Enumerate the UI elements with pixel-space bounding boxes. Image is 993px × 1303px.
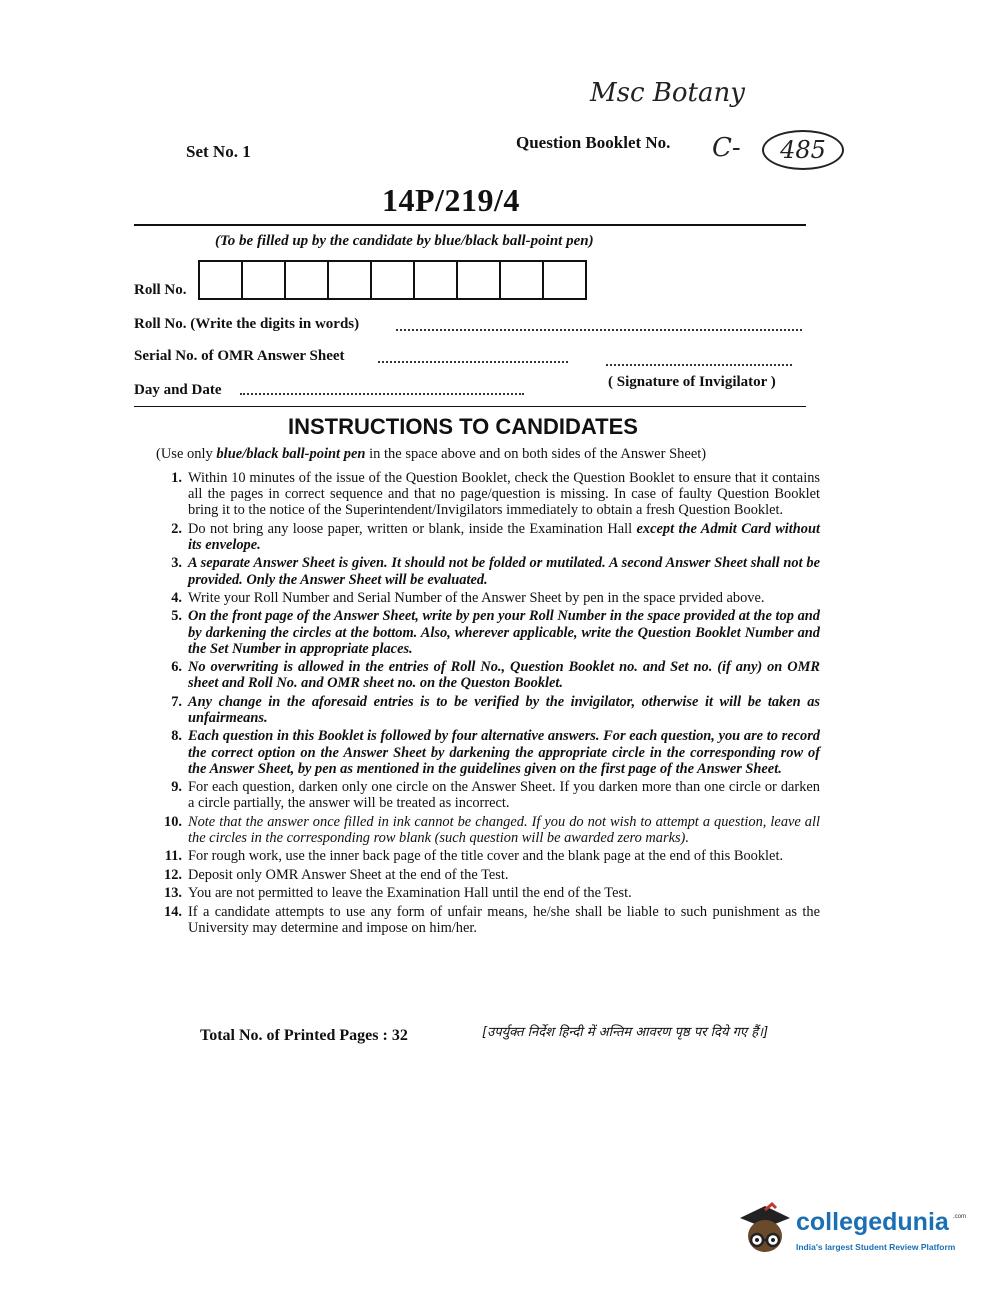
item-number: 3. — [171, 555, 182, 572]
item-number: 13. — [164, 885, 182, 902]
item-emphasis: No overwriting is allowed in the entries of Roll No., Question Booklet no. and Set no. (if any) on OMR sheet and Roll No. and OMR sheet no. on the Queston Booklet. — [188, 659, 820, 692]
roll-number-label: Roll No. — [134, 282, 187, 298]
item-number: 6. — [171, 659, 182, 676]
booklet-number-label: Question Booklet No. — [516, 133, 671, 152]
instructions-list — [160, 470, 820, 938]
list-item — [160, 521, 820, 553]
omr-serial-label: Serial No. of OMR Answer Sheet — [134, 348, 345, 364]
instructions-subtitle — [156, 446, 706, 463]
list-item — [160, 608, 820, 657]
roll-digit-box[interactable] — [413, 260, 458, 300]
item-number: 8. — [171, 728, 182, 745]
top-rule — [134, 224, 806, 226]
item-body: You are not permitted to leave the Examination Hall until the end of the Test. — [188, 885, 632, 902]
subtitle-em: blue/black ball-point pen — [216, 446, 366, 462]
item-body: For each question, darken only one circle on the Answer Sheet. If you darken more than one circle or darken a circle partially, the answer will be treated as incorrect. — [188, 779, 820, 812]
item-emphasis: On the front page of the Answer Sheet, write by pen your Roll Number in the space provided at the top and by darkening the circles at the bottom. Also, wherever applicable, write the Question Booklet Number and the Set Number in appropriate places. — [188, 608, 820, 657]
list-item — [160, 694, 820, 726]
list-item — [160, 590, 820, 606]
item-emphasis: Each question in this Booklet is followed by four alternative answers. For each question, you are to record the correct option on the Answer Sheet by darkening the appropriate circle in the corresponding row of the Answer Sheet, by pen as mentioned in the guidelines given on the first page of the Answer Sheet. — [188, 728, 820, 777]
roll-number-boxes[interactable] — [200, 260, 587, 300]
item-number: 7. — [171, 693, 182, 710]
subtitle-end: in the space above and on both sides of the Answer Sheet) — [365, 446, 707, 462]
list-item — [160, 779, 820, 811]
instructions-title: INSTRUCTIONS TO CANDIDATES — [288, 414, 638, 439]
roll-digit-box[interactable] — [499, 260, 544, 300]
item-emphasis: Note that the answer once filled in ink cannot be changed. If you do not wish to attempt a question, leave all the circles in the corresponding row blank (such question will be awarded zero marks). — [188, 813, 820, 846]
list-item — [160, 659, 820, 691]
total-pages: Total No. of Printed Pages : 32 — [200, 1027, 408, 1044]
brand-tagline: India's largest Student Review Platform — [796, 1242, 956, 1252]
item-number: 2. — [171, 520, 182, 537]
list-item — [160, 728, 820, 777]
signature-label: ( Signature of Invigilator ) — [608, 374, 776, 390]
roll-digit-box[interactable] — [370, 260, 415, 300]
set-number: Set No. 1 — [186, 142, 251, 161]
item-emphasis: except the Admit Card without its envelope. — [188, 520, 821, 553]
roll-words-line[interactable] — [396, 329, 802, 331]
item-number: 14. — [164, 903, 182, 920]
list-item — [160, 470, 820, 519]
brand-name: collegedunia — [796, 1208, 949, 1236]
roll-digit-box[interactable] — [542, 260, 587, 300]
roll-digit-box[interactable] — [284, 260, 329, 300]
item-number: 4. — [171, 589, 182, 606]
item-number: 12. — [164, 866, 182, 883]
item-number: 10. — [164, 813, 182, 830]
item-text — [188, 470, 820, 519]
handwritten-note: Msc Botany — [590, 78, 745, 108]
roll-digit-box[interactable] — [327, 260, 372, 300]
mascot-icon — [736, 1196, 794, 1258]
item-emphasis: Any change in the aforesaid entries is to be verified by the invigilator, otherwise it will be taken as unfairmeans. — [188, 693, 820, 726]
roll-digit-box[interactable] — [198, 260, 243, 300]
booklet-number: 485 — [780, 136, 826, 164]
booklet-number-prefix: C- — [712, 133, 741, 163]
item-number: 11. — [164, 848, 182, 865]
hindi-note: [उपर्युक्त निर्देश हिन्दी में अन्तिम आवरण पृष्ठ पर दिये गए हैं।] — [482, 1025, 769, 1040]
item-emphasis: A separate Answer Sheet is given. It should not be folded or mutilated. A second Answer Sheet shall not be provided. Only the Answer Sheet will be evaluated. — [188, 555, 820, 588]
item-body: If a candidate attempts to use any form of unfair means, he/she shall be liable to such punishment as the University may determine and impose on him/her. — [188, 903, 820, 936]
list-item — [160, 867, 820, 883]
roll-words-label: Roll No. (Write the digits in words) — [134, 316, 360, 332]
item-body: For rough work, use the inner back page of the title cover and the blank page at the end of this Booklet. — [188, 848, 784, 865]
list-item — [160, 904, 820, 936]
collegedunia-logo — [736, 1196, 967, 1268]
roll-digit-box[interactable] — [456, 260, 501, 300]
item-body: Deposit only OMR Answer Sheet at the end of the Test. — [188, 866, 509, 883]
subtitle-start: (Use only — [156, 446, 217, 462]
list-item — [160, 848, 820, 864]
fill-note: (To be filled up by the candidate by blue/black ball-point pen) — [215, 233, 594, 249]
omr-serial-line[interactable] — [378, 361, 568, 363]
item-number: 1. — [171, 470, 182, 486]
list-item — [160, 555, 820, 587]
item-body: Write your Roll Number and Serial Number of the Answer Sheet by pen in the space prvided above. — [188, 589, 765, 606]
day-date-label: Day and Date — [134, 382, 222, 398]
section-rule — [134, 406, 806, 407]
item-number: 5. — [171, 608, 182, 625]
day-date-line[interactable] — [240, 393, 524, 395]
brand-suffix: .com — [953, 1214, 967, 1220]
list-item — [160, 885, 820, 901]
paper-code: 14P/219/4 — [382, 182, 520, 218]
item-text — [188, 521, 820, 553]
item-number: 9. — [171, 779, 182, 796]
roll-digit-box[interactable] — [241, 260, 286, 300]
item-body: Do not bring any loose paper, written or blank, inside the Examination Hall — [188, 520, 637, 537]
item-body: Within 10 minutes of the issue of the Question Booklet, check the Question Booklet to ensure that it contains all the pages in correct sequence and that no page/question is missing. In case of faulty Question Booklet bring it to the notice of the Superintendent/Invigilators immediately to obtain a fresh Question Booklet. — [188, 470, 820, 519]
booklet-number-circle — [762, 130, 844, 170]
signature-line[interactable] — [606, 364, 792, 366]
list-item — [160, 814, 820, 846]
